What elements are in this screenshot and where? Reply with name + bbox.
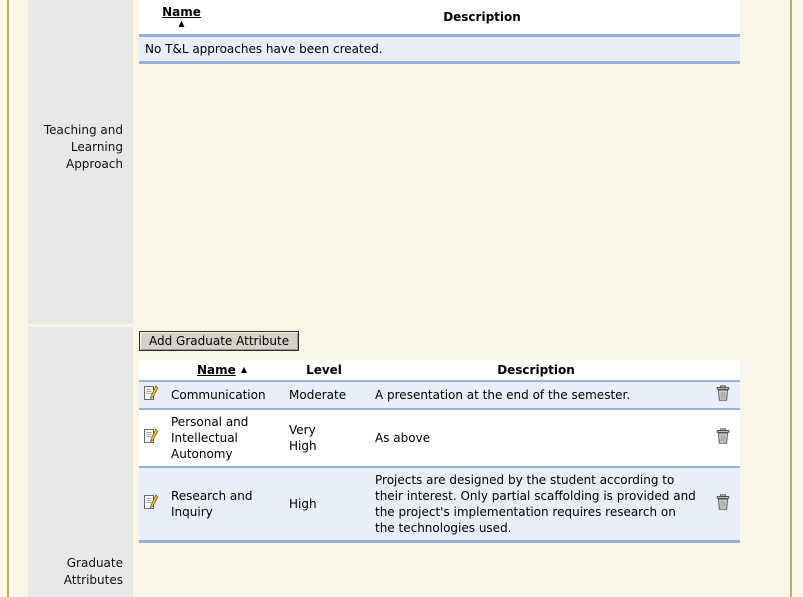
attribute-description: A presentation at the end of the semester. [375,388,631,402]
table-row [139,409,740,467]
ga-table-header-row [139,360,740,381]
ga-column-header-name [163,360,281,381]
ga-column-header-description: Description [497,363,575,377]
attribute-level: High [289,497,317,511]
teaching-learning-approach-content [139,0,740,64]
attribute-description: Projects are designed by the student according to their interest. Only partial scaffolding is provided and the project's implementation requires research on the technologies used. [375,473,696,535]
attribute-name: Personal and Intellectual Autonomy [171,415,249,461]
sort-ascending-icon: ▲ [178,18,185,28]
tla-column-header-name [139,0,224,35]
trash-icon[interactable] [716,428,730,444]
attribute-level: Moderate [289,388,347,402]
edit-cell [139,381,163,409]
attribute-name: Research and Inquiry [171,489,253,519]
field-label-cell-graduate-attributes [28,327,133,597]
ga-sort-name-link[interactable]: Name [197,363,236,377]
edit-icon[interactable] [143,385,159,401]
tla-sort-name-link[interactable]: Name [162,4,201,19]
trash-icon[interactable] [716,494,730,510]
ga-column-header-edit [139,360,163,381]
tla-table-header-row [139,0,740,35]
tla-empty-row [139,35,740,62]
edit-icon[interactable] [143,428,159,444]
table-row [139,467,740,542]
attribute-description: As above [375,431,431,445]
graduate-attributes-content [139,331,740,543]
add-graduate-attribute-button[interactable]: Add Graduate Attribute [139,331,299,351]
tla-empty-message: No T&L approaches have been created. [145,41,383,56]
field-label-cell-teaching-learning [28,0,133,324]
delete-cell [705,381,740,409]
delete-cell [705,409,740,467]
edit-cell [139,467,163,542]
edit-icon[interactable] [143,494,159,510]
trash-icon[interactable] [716,385,730,401]
form-right-border [790,0,792,597]
ga-column-header-level: Level [306,363,342,377]
ga-column-header-delete [705,360,740,381]
attribute-name: Communication [171,388,266,402]
edit-cell [139,409,163,467]
teaching-learning-approach-label: Teaching and Learning Approach [43,123,123,171]
tla-approaches-table [139,0,740,64]
delete-cell [705,467,740,542]
tla-column-header-description: Description [443,9,521,24]
attribute-level: Very High [289,423,317,453]
sort-ascending-icon: ▲ [240,365,247,374]
graduate-attributes-label: Graduate Attributes [63,556,123,587]
table-row [139,381,740,409]
graduate-attributes-table [139,360,740,543]
form-left-border [7,0,9,597]
